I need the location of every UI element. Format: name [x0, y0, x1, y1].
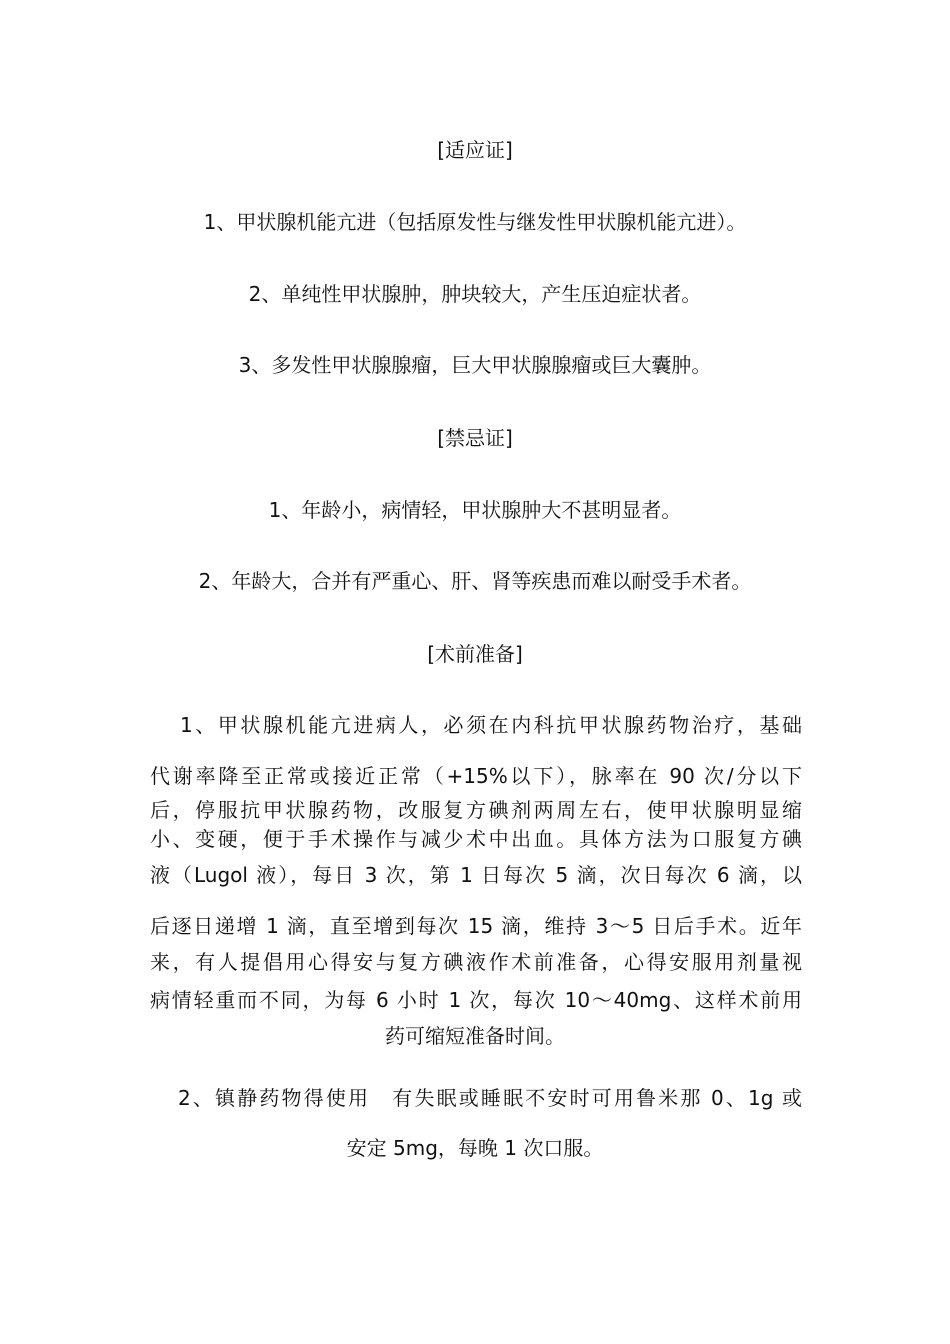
indication-item-2: 2、单纯性甲状腺肿，肿块较大，产生压迫症状者。	[248, 282, 702, 306]
preparation-para1-line-7: 来，有人提倡用心得安与复方碘液作术前准备，心得安服用剂量视	[150, 950, 802, 974]
indication-item-3: 3、多发性甲状腺腺瘤，巨大甲状腺腺瘤或巨大囊肿。	[238, 353, 712, 377]
contraindications-heading: [禁忌证]	[437, 426, 513, 450]
preparation-para2-line-1: 2、镇静药物得使用 有失眠或睡眠不安时可用鲁米那 0、1g 或	[178, 1086, 802, 1110]
preparation-para1-line-2: 代谢率降至正常或接近正常（+15%以下），脉率在 90 次/分以下	[150, 764, 802, 788]
preparation-para1-line-6: 后逐日递增 1 滴，直至增到每次 15 滴，维持 3～5 日后手术。近年	[150, 914, 802, 938]
preparation-para2-line-2: 安定 5mg，每晚 1 次口服。	[346, 1136, 604, 1160]
preparation-para1-line-4: 小、变硬，便于手术操作与减少术中出血。具体方法为口服复方碘	[150, 827, 802, 851]
contraindication-item-1: 1、年龄小，病情轻，甲状腺肿大不甚明显者。	[268, 498, 682, 522]
preparation-heading: [术前准备]	[427, 642, 523, 666]
preparation-para1-line-1: 1、甲状腺机能亢进病人，必须在内科抗甲状腺药物治疗，基础	[180, 713, 802, 737]
contraindication-item-2: 2、年龄大，合并有严重心、肝、肾等疾患而难以耐受手术者。	[198, 569, 752, 593]
indications-heading: [适应证]	[437, 138, 513, 162]
indication-item-1: 1、甲状腺机能亢进（包括原发性与继发性甲状腺机能亢进）。	[203, 210, 747, 234]
preparation-para1-line-3: 后，停服抗甲状腺药物，改服复方碘剂两周左右，使甲状腺明显缩	[150, 798, 802, 822]
preparation-para1-line-8: 病情轻重而不同，为每 6 小时 1 次，每次 10～40mg、这样术前用	[150, 988, 802, 1012]
preparation-para1-line-5: 液（Lugol 液），每日 3 次，第 1 日每次 5 滴，次日每次 6 滴，以	[150, 863, 802, 887]
preparation-para1-line-9: 药可缩短准备时间。	[385, 1024, 565, 1048]
